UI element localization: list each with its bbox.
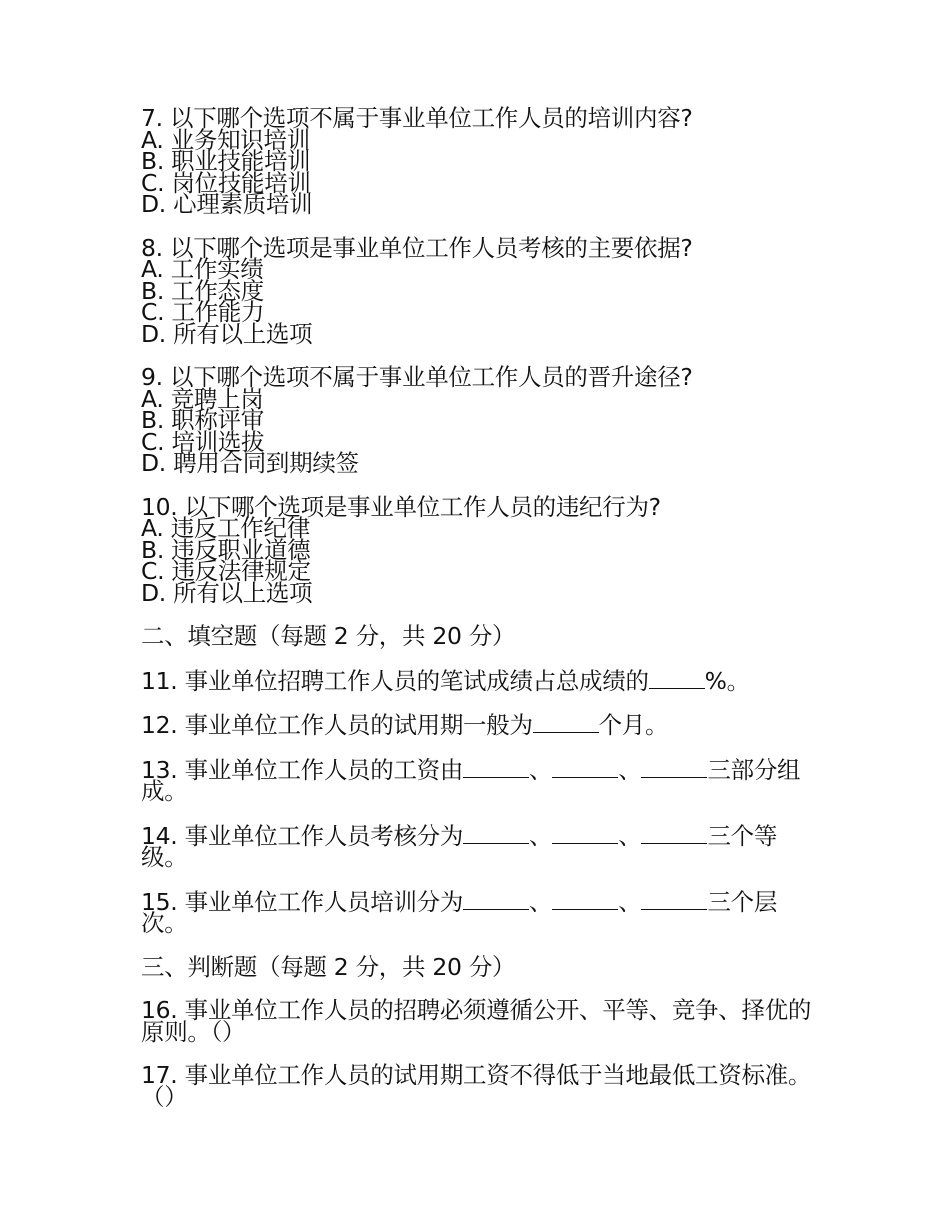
option-d: D. 所有以上选项: [141, 319, 313, 348]
question-suffix: %。: [704, 666, 750, 695]
answer-blank[interactable]: [552, 891, 618, 910]
question-suffix: 三个等级。: [141, 821, 778, 871]
option-d: D. 心理素质培训: [141, 190, 313, 218]
separator: 、: [529, 887, 553, 916]
question-text: 15. 事业单位工作人员培训分为: [141, 887, 464, 916]
answer-blank[interactable]: [641, 759, 707, 778]
separator: 、: [618, 887, 642, 916]
answer-blank[interactable]: [552, 825, 618, 844]
question-7: [141, 104, 813, 218]
question-text: 14. 事业单位工作人员考核分为: [141, 821, 464, 850]
option-a: A. 违反工作纪律: [141, 514, 310, 542]
question-15: [141, 887, 813, 937]
question-10: [141, 492, 813, 607]
option-a: A. 业务知识培训: [141, 125, 310, 154]
option-b: B. 违反职业道德: [141, 535, 311, 564]
option-a: A. 工作实绩: [141, 255, 264, 283]
option-d: D. 所有以上选项: [141, 578, 313, 607]
answer-blank[interactable]: [649, 670, 705, 689]
option-c: C. 培训选拔: [141, 427, 265, 456]
answer-blank[interactable]: [552, 759, 618, 778]
option-d: D. 聘用合同到期续签: [141, 449, 359, 477]
question-14: [141, 821, 813, 871]
separator: 、: [618, 755, 642, 784]
answer-blank[interactable]: [463, 825, 529, 844]
question-suffix: 三部分组成。: [141, 755, 801, 805]
option-b: B. 职称评审: [141, 406, 264, 434]
question-suffix: 三个层次。: [141, 887, 778, 937]
question-text: 11. 事业单位招聘工作人员的笔试成绩占总成绩的: [141, 666, 649, 695]
question-text: 13. 事业单位工作人员的工资由: [141, 755, 464, 784]
question-11: [141, 666, 813, 695]
option-c: C. 岗位技能培训: [141, 168, 311, 197]
answer-blank[interactable]: [641, 825, 707, 844]
answer-blank[interactable]: [641, 891, 707, 910]
question-text: 9. 以下哪个选项不属于事业单位工作人员的晋升途径?: [141, 363, 693, 391]
option-b: B. 职业技能培训: [141, 147, 311, 175]
option-b: B. 工作态度: [141, 276, 264, 305]
question-text: 8. 以下哪个选项是事业单位工作人员考核的主要依据?: [141, 233, 693, 262]
option-c: C. 违反法律规定: [141, 557, 311, 585]
question-9: [141, 363, 813, 477]
separator: 、: [618, 821, 642, 850]
judge-section-title: 三、判断题（每题 2 分，共 20 分）: [141, 952, 516, 981]
fill-section-title: 二、填空题（每题 2 分，共 20 分）: [141, 622, 516, 650]
question-17: 17. 事业单位工作人员的试用期工资不得低于当地最低工资标准。（）: [141, 1061, 812, 1111]
question-suffix: 个月。: [598, 711, 669, 739]
answer-blank[interactable]: [463, 891, 529, 910]
answer-blank[interactable]: [463, 759, 529, 778]
separator: 、: [529, 755, 553, 784]
question-text: 7. 以下哪个选项不属于事业单位工作人员的培训内容?: [141, 104, 693, 132]
option-c: C. 工作能力: [141, 298, 265, 326]
exam-page: [141, 104, 813, 1130]
option-a: A. 竞聘上岗: [141, 384, 264, 413]
question-13: [141, 755, 813, 805]
question-8: [141, 233, 813, 348]
question-16: 16. 事业单位工作人员的招聘必须遵循公开、平等、竞争、择优的原则。（）: [141, 996, 812, 1046]
separator: 、: [529, 821, 553, 850]
question-12: [141, 711, 813, 739]
question-text: 10. 以下哪个选项是事业单位工作人员的违纪行为?: [141, 492, 661, 521]
answer-blank[interactable]: [533, 714, 599, 733]
question-text: 12. 事业单位工作人员的试用期一般为: [141, 711, 533, 739]
